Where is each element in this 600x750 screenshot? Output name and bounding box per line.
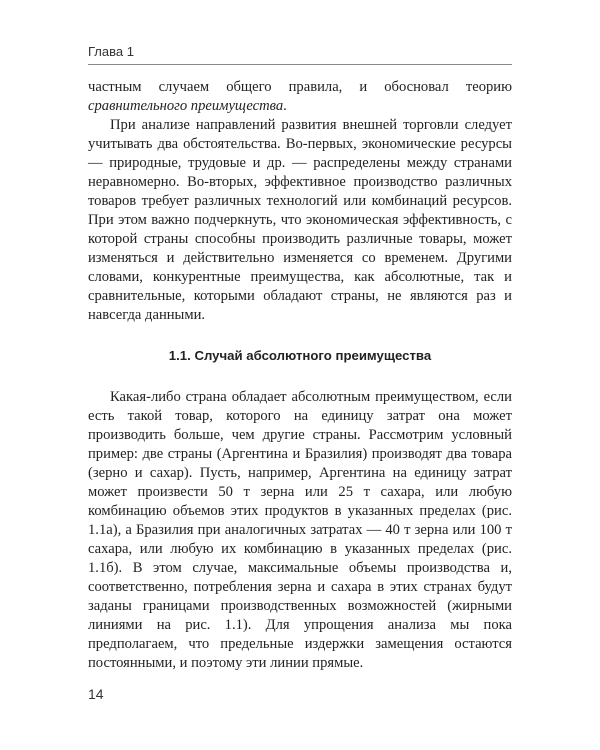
- page-number: 14: [88, 686, 104, 702]
- section-heading: 1.1. Случай абсолютного преимущества: [168, 348, 432, 363]
- paragraph: При анализе направлений развития внешней торговли следует учитывать два обстоятельства. Во-первых, экономические ресурсы — природные, трудовые и др. — распределены между странами неравномерно. Во-вторых, эффективное производство различных товаров требует различных технологий или комбинаций ресурсов. При этом важно подчеркнуть, что экономическая эффективность, с которой страны способны производить различные товары, может изменяться и действительно изменяется со временем. Другими словами, конкурентные преимущества, как абсолютные, так и сравнительные, которыми обладают страны, не являются раз и навсегда данными.: [88, 117, 512, 323]
- paragraph: Какая-либо страна обладает абсолютным преимуществом, если есть такой товар, которого на единицу затрат она может производить больше, чем другие страны. Рассмотрим условный пример: две страны (Аргентина и Бразилия) производят два товара (зерно и сахар). Пусть, например, Аргентина на единицу затрат может произвести 50 т зерна или 25 т сахара, или любую комбинацию объемов этих продуктов в указанных пределах (рис. 1.1а), а Бразилия при аналогичных затратах — 40 т зерна или 100 т сахара, или любую их комбинацию в указанных пределах (рис. 1.1б). В этом случае, максимальные объемы производства и, соответственно, потребления зерна и сахара в этих странах будут заданы границами производственных возможностей (жирными линиями на рис. 1.1). Для упрощения анализа мы пока предполагаем, что предельные издержки замещения остаются постоянными, и поэтому эти линии прямые.: [88, 389, 512, 671]
- page-body: [88, 78, 512, 673]
- paragraph-continuation: [88, 78, 512, 116]
- running-head: Глава 1: [88, 44, 134, 59]
- paragraph-text: частным случаем общего правила, и обосновал теорию: [88, 79, 512, 95]
- term-emphasis: сравнительного преимущества: [88, 98, 284, 114]
- header-rule: [88, 64, 512, 65]
- paragraph-end: .: [283, 98, 287, 114]
